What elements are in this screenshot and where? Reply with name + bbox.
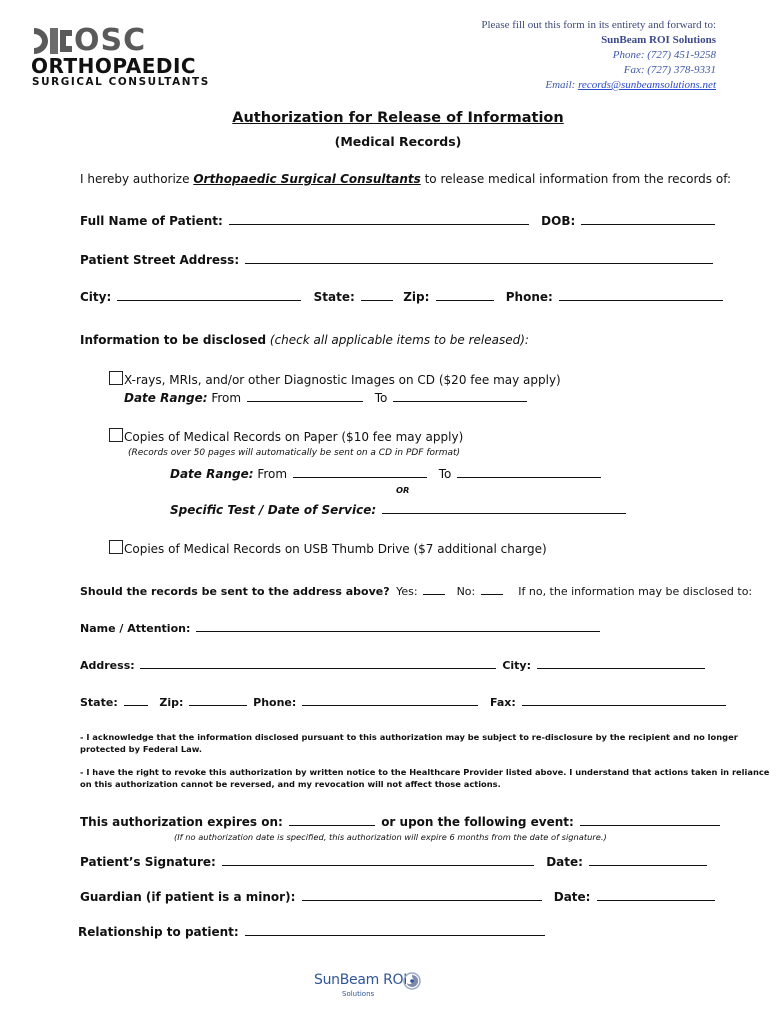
sunbeam-sub: Solutions: [342, 990, 375, 998]
expiry-date-field[interactable]: [289, 814, 375, 826]
xray-date-range-label: Date Range:: [124, 391, 208, 405]
send-address-label: Address:: [80, 659, 135, 672]
logo-surgical-consultants-text: SURGICAL CONSULTANTS: [32, 76, 210, 88]
option-paper-checkbox[interactable]: [109, 428, 123, 442]
company-email: [481, 78, 716, 93]
page-subtitle: (Medical Records): [334, 134, 462, 149]
send-fax-field[interactable]: [522, 694, 726, 706]
guardian-row: [80, 889, 717, 904]
disclosure-heading-row: [80, 333, 529, 347]
attention-row: [80, 620, 602, 635]
patient-signature-row: [80, 854, 709, 869]
full-name-row: [80, 213, 717, 228]
option-usb-label: Copies of Medical Records on USB Thumb Drive ($7 additional charge): [124, 542, 547, 556]
paper-to-field[interactable]: [457, 466, 601, 478]
option-xray-row: [109, 371, 561, 387]
send-state-row: [80, 694, 728, 709]
state-label: State:: [313, 290, 355, 304]
send-city-field[interactable]: [537, 657, 705, 669]
specific-test-row: [170, 502, 628, 517]
send-zip-field[interactable]: [189, 694, 247, 706]
xray-to-field[interactable]: [393, 390, 527, 402]
guardian-date-label: Date:: [553, 890, 591, 904]
email-link[interactable]: records@sunbeamsolutions.net: [578, 79, 716, 91]
send-question: Should the records be sent to the address above?: [80, 585, 390, 598]
patient-signature-label: Patient’s Signature:: [80, 855, 216, 869]
paper-from-label: From: [257, 467, 288, 481]
option-usb-row: [109, 540, 547, 556]
send-yes-label: Yes:: [396, 585, 418, 598]
logo-osc-text: OSC: [74, 23, 147, 58]
paper-to-label: To: [438, 467, 452, 481]
relationship-label: Relationship to patient:: [78, 925, 239, 939]
guardian-field[interactable]: [302, 889, 542, 901]
xray-to-label: To: [374, 391, 388, 405]
option-xray-date-row: [124, 390, 529, 405]
company-fax: Fax: (727) 378-9331: [623, 64, 716, 76]
relationship-field[interactable]: [245, 924, 545, 936]
attention-label: Name / Attention:: [80, 622, 191, 635]
specific-test-field[interactable]: [382, 502, 626, 514]
option-paper-note: (Records over 50 pages will automatically be sent on a CD in PDF format): [128, 448, 461, 458]
send-if-no: If no, the information may be disclosed to:: [518, 585, 753, 598]
expiry-event-field[interactable]: [580, 814, 720, 826]
option-xray-checkbox[interactable]: [109, 371, 123, 385]
ack-1-line-2: protected by Federal Law.: [80, 744, 203, 754]
expiry-event-label: or upon the following event:: [381, 815, 574, 829]
option-usb-checkbox[interactable]: [109, 540, 123, 554]
send-address-field[interactable]: [140, 657, 496, 669]
send-zip-label: Zip:: [159, 696, 184, 709]
send-state-field[interactable]: [124, 694, 148, 706]
option-paper-row: [109, 428, 463, 444]
sunbeam-swirl-icon: [402, 971, 422, 991]
send-no-field[interactable]: [481, 583, 503, 595]
intro-after: to release medical information from the records of:: [424, 172, 732, 186]
disclosure-heading: Information to be disclosed: [80, 333, 267, 347]
company-phone: Phone: (727) 451-9258: [612, 49, 716, 61]
option-xray-label: X-rays, MRIs, and/or other Diagnostic Images on CD ($20 fee may apply): [124, 373, 561, 387]
instructions-text: Please fill out this form in its entirety and forward to:: [481, 19, 716, 31]
send-question-row: [80, 583, 752, 598]
relationship-row: [78, 924, 547, 939]
intro-org: Orthopaedic Surgical Consultants: [193, 172, 421, 186]
disclosure-heading-note: (check all applicable items to be released):: [269, 333, 529, 347]
full-name-field[interactable]: [229, 213, 529, 225]
logo-orthopaedic-text: ORTHOPAEDIC: [31, 54, 197, 78]
ack-2-line-1: - I have the right to revoke this authorization by written notice to the Healthcare Provider listed above. I understand that actions taken in reliance: [80, 767, 770, 777]
paper-from-field[interactable]: [293, 466, 427, 478]
ack-paragraph-2: [80, 766, 769, 790]
expiry-note: (If no authorization date is specified, this authorization will expire 6 months from the date of signature.): [174, 832, 607, 842]
ack-1-line-1: - I acknowledge that the information disclosed pursuant to this authorization may be subject to re-disclosure by the recipient and no longer: [80, 732, 738, 742]
option-paper-date-row: [170, 466, 603, 481]
page-title: Authorization for Release of Information: [232, 110, 564, 126]
sunbeam-logo: [310, 968, 430, 1002]
send-fax-label: Fax:: [489, 696, 516, 709]
city-label: City:: [80, 290, 112, 304]
sunbeam-brand: SunBeam ROI: [314, 972, 408, 988]
patient-signature-date-label: Date:: [546, 855, 583, 869]
send-phone-label: Phone:: [253, 696, 297, 709]
city-row: [80, 289, 725, 304]
send-phone-field[interactable]: [302, 694, 478, 706]
city-field[interactable]: [117, 289, 301, 301]
ack-paragraph-1: [80, 731, 738, 755]
expiry-label: This authorization expires on:: [80, 815, 283, 829]
send-address-row: [80, 657, 707, 672]
state-field[interactable]: [361, 289, 393, 301]
ack-2-line-2: on this authorization cannot be reversed, and my revocation will not affect those actions.: [80, 779, 501, 789]
expiry-row: [80, 814, 722, 829]
paper-date-range-label: Date Range:: [170, 467, 254, 481]
guardian-date-field[interactable]: [597, 889, 715, 901]
dob-label: DOB:: [541, 214, 576, 228]
patient-signature-date-field[interactable]: [589, 854, 707, 866]
specific-test-label: Specific Test / Date of Service:: [170, 503, 377, 517]
dob-field[interactable]: [581, 213, 715, 225]
send-no-label: No:: [456, 585, 476, 598]
full-name-label: Full Name of Patient:: [80, 214, 223, 228]
company-name: SunBeam ROI Solutions: [601, 34, 716, 46]
phone-label: Phone:: [505, 290, 553, 304]
intro-text: [80, 172, 731, 186]
email-label: Email:: [545, 79, 576, 91]
patient-signature-field[interactable]: [222, 854, 534, 866]
zip-field[interactable]: [436, 289, 494, 301]
option-paper-label: Copies of Medical Records on Paper ($10 fee may apply): [124, 430, 464, 444]
xray-from-label: From: [211, 391, 242, 405]
guardian-label: Guardian (if patient is a minor):: [80, 890, 296, 904]
or-text: OR: [396, 485, 410, 495]
osc-logo: [28, 23, 228, 88]
street-field[interactable]: [245, 252, 713, 264]
send-yes-field[interactable]: [423, 583, 445, 595]
phone-field[interactable]: [559, 289, 723, 301]
intro-before: I hereby authorize: [80, 172, 190, 186]
zip-label: Zip:: [403, 290, 430, 304]
street-label: Patient Street Address:: [80, 253, 240, 267]
xray-from-field[interactable]: [247, 390, 363, 402]
street-row: [80, 252, 715, 267]
attention-field[interactable]: [196, 620, 600, 632]
contact-block: [481, 18, 716, 93]
osc-logo-mark-icon: [28, 26, 76, 56]
send-city-label: City:: [502, 659, 531, 672]
send-state-label: State:: [80, 696, 118, 709]
